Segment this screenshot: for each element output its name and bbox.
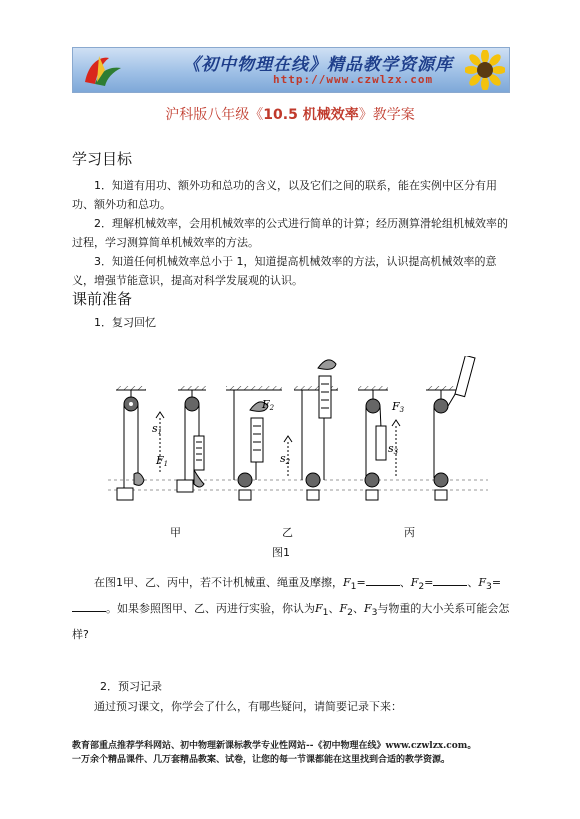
sunflower-icon xyxy=(465,50,505,90)
answer-blank-f3[interactable] xyxy=(72,601,106,612)
svg-text:F1: F1 xyxy=(156,454,169,468)
site-logo-icon xyxy=(79,52,125,88)
footer-line-2: 一万余个精品课件、几万套精品教案、试卷，让您的每一节课都能在这里找到合适的教学资源。 xyxy=(72,755,451,765)
page-footer xyxy=(72,739,512,767)
pulley-figure xyxy=(108,356,488,516)
svg-text:F3: F3 xyxy=(392,400,405,414)
panel-label-a: 甲 xyxy=(170,526,181,539)
answer-blank-f2[interactable] xyxy=(433,575,467,586)
svg-text:F2: F2 xyxy=(262,398,275,412)
review-label: 1．复习回忆 xyxy=(94,316,156,329)
svg-text:s2: s2 xyxy=(280,452,291,466)
objective-item-3: 3．知道任何机械效率总小于 1，知道提高机械效率的方法，认识提高机械效率的意义，增强节能意识，提高对科学发展观的认识。 xyxy=(72,255,497,287)
site-banner xyxy=(72,47,510,93)
preview-text: 通过预习课文，你学会了什么，有哪些疑问，请简要记录下来： xyxy=(94,700,402,713)
panel-label-c: 丙 xyxy=(404,526,415,539)
footer-line-1: 教育部重点推荐学科网站、初中物理新课标教学专业性网站--《初中物理在线》www.czwlzx.com。 xyxy=(72,741,477,751)
title-prefix: 沪科版八年级《 xyxy=(165,107,264,123)
answer-blank-f1[interactable] xyxy=(366,575,400,586)
figure-caption: 图1 xyxy=(272,546,290,559)
objectives-heading: 学习目标 xyxy=(72,150,133,168)
prep-heading: 课前准备 xyxy=(72,290,133,308)
preview-label: 2．预习记录 xyxy=(100,680,162,693)
banner-url[interactable]: http://www.czwlzx.com xyxy=(273,73,434,86)
panel-c-drawing xyxy=(358,356,475,500)
svg-text:s1: s1 xyxy=(152,422,163,436)
banner-title: 《初中物理在线》精品教学资源库 xyxy=(183,55,453,75)
objective-item-1: 1．知道有用功、额外功和总功的含义，以及它们之间的联系，能在实例中区分有用功、额外功和总功。 xyxy=(72,179,497,211)
title-suffix: 》教学案 xyxy=(358,107,415,123)
document-title xyxy=(0,104,580,124)
panel-a-drawing xyxy=(116,386,206,500)
question-paragraph: 在图1甲、乙、丙中，若不计机械重、绳重及摩擦，$F_1=$ 、$F_2=$ 、$F_3=$。如果参照图甲、乙、丙进行实验，你认为$F_1$、$F_2$、$F_3$与物重的大小关系可能会怎样? xyxy=(72,576,510,642)
panel-b-drawing xyxy=(226,360,338,500)
title-highlight: 10.5 机械效率 xyxy=(263,107,359,123)
objective-item-2: 2．理解机械效率，会用机械效率的公式进行简单的计算；经历测算滑轮组机械效率的过程，学习测算简单机械效率的方法。 xyxy=(72,217,508,249)
panel-label-b: 乙 xyxy=(282,526,293,539)
svg-text:s3: s3 xyxy=(388,442,399,456)
